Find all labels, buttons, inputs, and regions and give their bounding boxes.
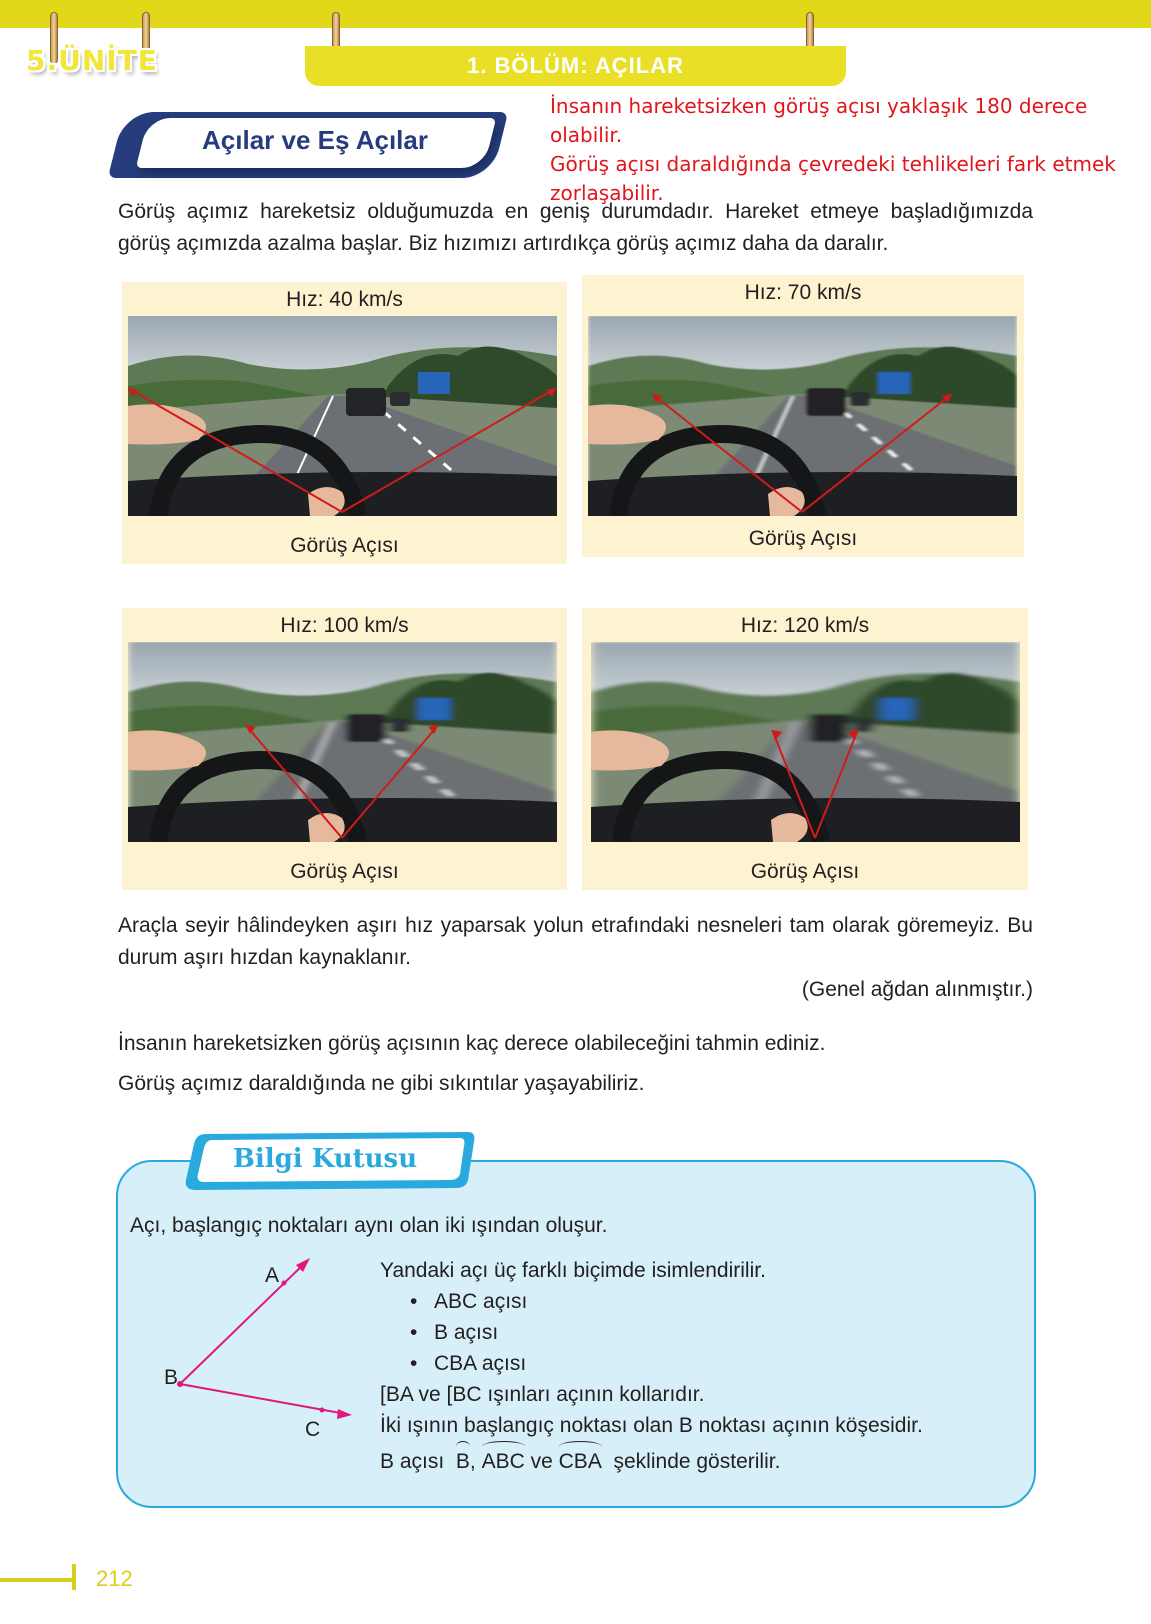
top-yellow-bar [0,0,1151,28]
handwritten-annotation [550,92,1150,208]
road-scene [128,642,557,842]
question-2: Görüş açımız daraldığında ne gibi sıkıntılar yaşayabiliriz. [118,1072,645,1095]
road-sign [878,372,910,394]
road-scene [591,642,1020,842]
angle-definition: Açı, başlangıç noktaları aynı olan iki ışından oluşur. [130,1214,608,1237]
road-sign [418,372,450,394]
photo-card-100 [122,608,567,890]
right-hand [771,813,808,842]
car [390,392,410,406]
right-hand [768,487,805,516]
speed-label: Hız: 100 km/s [280,614,409,637]
car [346,714,386,742]
list-item: • ABC açısı [410,1286,527,1317]
intro-paragraph: Görüş açımız hareketsiz olduğumuzda en geniş durumdadır. Hareket etmeye başladığımızda görüş açımızda azalma başlar. Biz hızımızı artırdıkça görüş açımız daha da daralır. [118,200,1033,255]
angle-name-list [410,1286,527,1379]
road-photo [128,642,557,842]
notation-comma: , [469,1450,476,1473]
photo-card-40 [122,282,567,564]
label-c: C [305,1418,321,1441]
notation-and: ve [530,1450,553,1473]
label-a: A [265,1264,280,1287]
naming-intro: Yandaki açı üç farklı biçimde isimlendirilir. [380,1259,766,1282]
car [806,388,846,416]
label-b: B [164,1366,179,1389]
road-photo [591,642,1020,842]
ray-ba [180,1262,306,1384]
annotation-line: İnsanın hareketsizken görüş açısı yaklaşık 180 derece olabilir. [550,94,1088,147]
photo-card-120 [582,608,1028,890]
ray-bc-arrow-icon [337,1409,352,1419]
view-angle-caption: Görüş Açısı [290,534,399,557]
car [853,718,873,732]
info-box-title: Bilgi Kutusu [232,1144,418,1174]
source-note: (Genel ağdan alınmıştır.) [801,978,1033,1001]
arms-text: [BA ve [BC ışınları açının kollarıdır. [380,1383,705,1406]
footer-tick [72,1564,76,1590]
vertex-text: İki ışının başlangıç noktası olan B noktası açının köşesidir. [380,1414,923,1437]
road-photo [588,316,1017,516]
notation-prefix: B açısı [380,1450,445,1473]
road-sign [418,698,450,720]
view-angle-caption: Görüş Açısı [290,860,399,883]
road-photo [128,316,557,516]
road-sign [881,698,913,720]
section-title: Açılar ve Eş Açılar [202,125,428,155]
annotation-line: zorlaşabilir. [550,181,664,205]
point-c [320,1408,325,1413]
list-item: • B açısı [410,1317,527,1348]
chapter-title: 1. BÖLÜM: AÇILAR [305,46,846,86]
angle-cba-symbol: CBA [559,1446,602,1477]
speed-paragraph: Araçla seyir hâlindeyken aşırı hız yaparsak yolun etrafındaki nesneleri tam olarak göremeyiz. Bu durum aşırı hızdan kaynaklanır. [118,914,1033,969]
question-1: İnsanın hareketsizken görüş açısının kaç derece olabileceğini tahmin ediniz. [118,1032,826,1055]
car [850,392,870,406]
angle-b-symbol: B [456,1446,470,1477]
speed-label: Hız: 40 km/s [286,288,403,311]
view-angle-caption: Görüş Açısı [748,527,858,550]
footer-line [0,1578,74,1582]
angle-abc-symbol: ABC [482,1446,525,1477]
speed-label: Hız: 70 km/s [744,281,862,304]
annotation-line: Görüş açısı daraldığında çevredeki tehlikeleri fark etmek [550,152,1116,176]
car [346,388,386,416]
speed-label: Hız: 120 km/s [740,614,870,637]
road-scene [588,316,1017,516]
photo-card-70 [582,275,1024,557]
view-angle-caption: Görüş Açısı [750,860,860,883]
road-scene [128,316,557,516]
right-hand [308,813,345,842]
car [390,718,410,732]
page-number: 212 [96,1566,133,1591]
notation-line [380,1446,780,1477]
point-a [282,1281,287,1286]
right-hand [308,487,345,516]
list-item: • CBA açısı [410,1348,527,1379]
notation-suffix: şeklinde gösterilir. [613,1450,781,1473]
angle-diagram [150,1250,370,1450]
unit-badge: 5.ÜNİTE [26,44,158,77]
car [809,714,849,742]
